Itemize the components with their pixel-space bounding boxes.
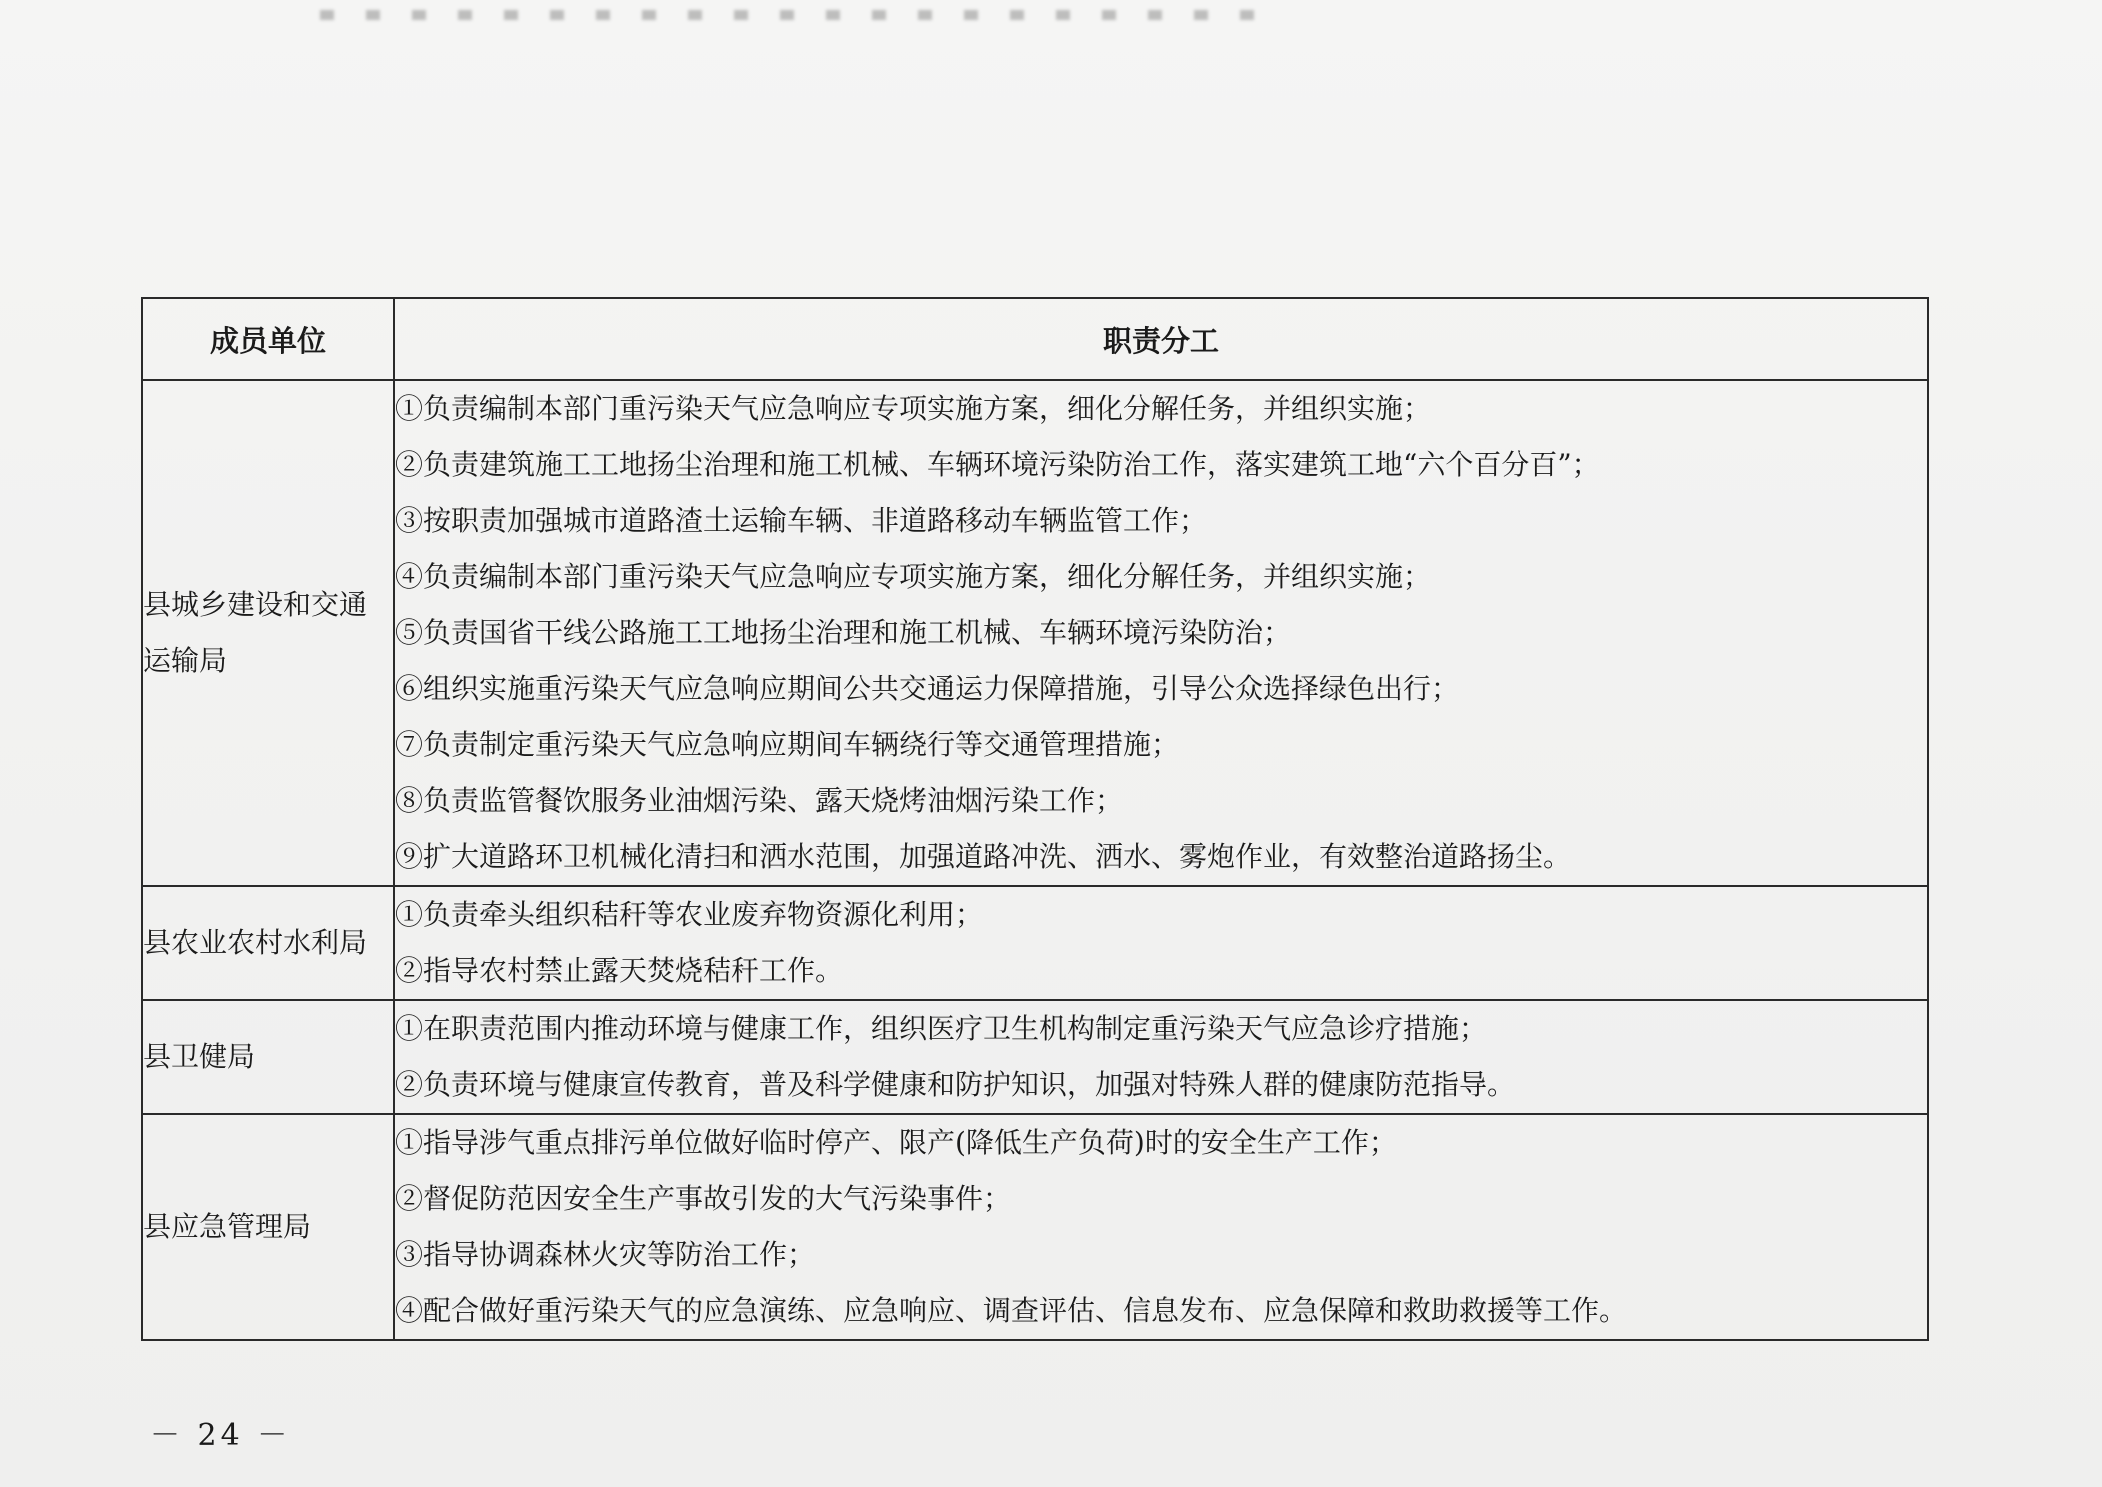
duty-item: ⑥组织实施重污染天气应急响应期间公共交通运力保障措施，引导公众选择绿色出行； — [395, 672, 1460, 705]
table-row — [142, 1000, 1928, 1114]
table-row — [142, 1114, 1928, 1340]
bleed-through-text — [320, 10, 1280, 20]
table-row — [142, 380, 1928, 886]
duty-item: ①负责牵头组织秸秆等农业废弃物资源化利用； — [395, 898, 984, 931]
duties-cell — [394, 886, 1928, 1000]
duty-item: ②督促防范因安全生产事故引发的大气污染事件； — [395, 1182, 1012, 1215]
duties-cell — [394, 380, 1928, 886]
duty-item: ③按职责加强城市道路渣土运输车辆、非道路移动车辆监管工作； — [395, 504, 1208, 537]
header-duties: 职责分工 — [394, 298, 1928, 380]
duty-item: ①在职责范围内推动环境与健康工作，组织医疗卫生机构制定重污染天气应急诊疗措施； — [395, 1012, 1488, 1045]
table-body — [142, 380, 1928, 1340]
duty-item: ⑨扩大道路环卫机械化清扫和洒水范围，加强道路冲洗、洒水、雾炮作业，有效整治道路扬尘。 — [395, 840, 1572, 873]
duty-item: ②负责环境与健康宣传教育，普及科学健康和防护知识，加强对特殊人群的健康防范指导。 — [395, 1068, 1516, 1101]
duty-item: ①负责编制本部门重污染天气应急响应专项实施方案，细化分解任务，并组织实施； — [395, 392, 1432, 425]
duties-cell — [394, 1000, 1928, 1114]
duty-item: ⑤负责国省干线公路施工工地扬尘治理和施工机械、车辆环境污染防治； — [395, 616, 1292, 649]
table-row — [142, 886, 1928, 1000]
member-unit-cell: 县农业农村水利局 — [142, 886, 394, 1000]
member-unit-cell: 县城乡建设和交通运输局 — [142, 380, 394, 886]
member-unit-cell: 县应急管理局 — [142, 1114, 394, 1340]
duty-item: ④配合做好重污染天气的应急演练、应急响应、调查评估、信息发布、应急保障和救助救援等工作。 — [395, 1294, 1628, 1327]
duty-item: ①指导涉气重点排污单位做好临时停产、限产(降低生产负荷)时的安全生产工作； — [395, 1126, 1397, 1159]
duty-item: ⑦负责制定重污染天气应急响应期间车辆绕行等交通管理措施； — [395, 728, 1180, 761]
duty-item: ③指导协调森林火灾等防治工作； — [395, 1238, 816, 1271]
duty-item: ④负责编制本部门重污染天气应急响应专项实施方案，细化分解任务，并组织实施； — [395, 560, 1432, 593]
header-unit: 成员单位 — [142, 298, 394, 380]
duties-cell — [394, 1114, 1928, 1340]
duty-item: ②负责建筑施工工地扬尘治理和施工机械、车辆环境污染防治工作，落实建筑工地“六个百分百”； — [395, 448, 1600, 481]
duty-table — [141, 297, 1929, 1341]
page-number: － 24 － — [150, 1418, 292, 1453]
duty-item: ②指导农村禁止露天焚烧秸秆工作。 — [395, 954, 844, 987]
member-unit-cell: 县卫健局 — [142, 1000, 394, 1114]
duty-item: ⑧负责监管餐饮服务业油烟污染、露天烧烤油烟污染工作； — [395, 784, 1124, 817]
table-header-row — [142, 298, 1928, 380]
